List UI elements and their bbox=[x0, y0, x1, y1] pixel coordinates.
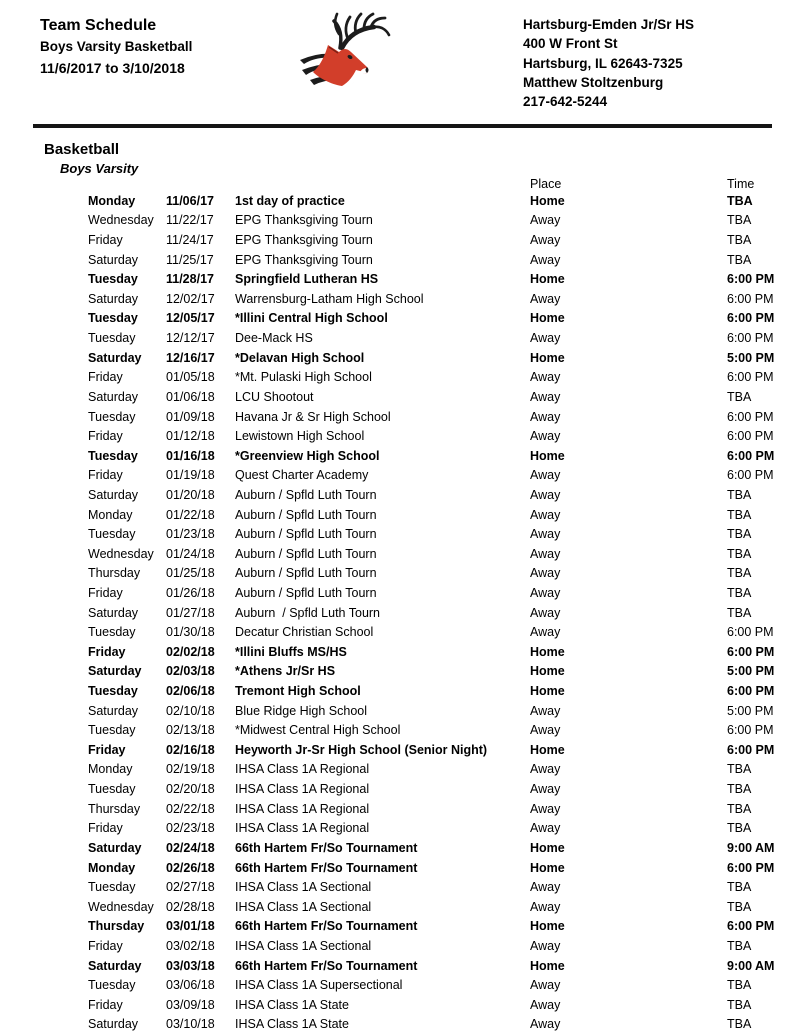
event-cell: Lewistown High School bbox=[235, 429, 365, 444]
time-cell: TBA bbox=[727, 389, 752, 404]
date-cell: 02/10/18 bbox=[166, 703, 215, 718]
time-cell: 6:00 PM bbox=[727, 860, 775, 875]
time-cell: 6:00 PM bbox=[727, 742, 775, 757]
event-cell: *Delavan High School bbox=[235, 350, 365, 365]
time-cell: TBA bbox=[727, 546, 752, 561]
time-cell: TBA bbox=[727, 938, 752, 953]
place-cell: Home bbox=[530, 742, 565, 757]
team-heading: Boys Varsity bbox=[60, 161, 139, 176]
event-cell: Auburn / Spfld Luth Tourn bbox=[235, 546, 377, 561]
day-cell: Saturday bbox=[88, 703, 139, 718]
schedule-row bbox=[88, 564, 800, 584]
place-cell: Away bbox=[530, 389, 561, 404]
day-cell: Thursday bbox=[88, 801, 141, 816]
schedule-row bbox=[88, 995, 800, 1015]
event-cell: Auburn / Spfld Luth Tourn bbox=[235, 585, 377, 600]
date-cell: 02/19/18 bbox=[166, 762, 215, 777]
place-cell: Away bbox=[530, 821, 561, 836]
event-cell: Tremont High School bbox=[235, 684, 361, 699]
time-cell: TBA bbox=[727, 801, 752, 816]
time-cell: TBA bbox=[727, 899, 752, 914]
day-cell: Friday bbox=[88, 821, 123, 836]
date-cell: 01/27/18 bbox=[166, 605, 215, 620]
day-cell: Saturday bbox=[88, 252, 139, 267]
place-cell: Home bbox=[530, 350, 565, 365]
event-cell: IHSA Class 1A Regional bbox=[235, 821, 370, 836]
schedule-row bbox=[88, 897, 800, 917]
event-cell: *Illini Bluffs MS/HS bbox=[235, 644, 347, 659]
date-cell: 02/24/18 bbox=[166, 840, 215, 855]
schedule-row bbox=[88, 701, 800, 721]
time-cell: TBA bbox=[727, 252, 752, 267]
event-cell: 1st day of practice bbox=[235, 193, 345, 208]
school-city: Hartsburg, IL 62643-7325 bbox=[523, 55, 683, 71]
date-cell: 03/03/18 bbox=[166, 958, 215, 973]
date-cell: 02/22/18 bbox=[166, 801, 215, 816]
event-cell: Blue Ridge High School bbox=[235, 703, 368, 718]
place-cell: Away bbox=[530, 978, 561, 993]
date-cell: 02/16/18 bbox=[166, 742, 215, 757]
place-cell: Away bbox=[530, 782, 561, 797]
time-cell: 5:00 PM bbox=[727, 664, 775, 679]
day-cell: Saturday bbox=[88, 487, 139, 502]
event-cell: Havana Jr & Sr High School bbox=[235, 409, 391, 424]
event-cell: Springfield Lutheran HS bbox=[235, 272, 379, 287]
day-cell: Saturday bbox=[88, 350, 142, 365]
date-cell: 02/28/18 bbox=[166, 899, 215, 914]
time-cell: 6:00 PM bbox=[727, 684, 775, 699]
place-cell: Away bbox=[530, 585, 561, 600]
day-cell: Friday bbox=[88, 742, 126, 757]
place-cell: Away bbox=[530, 487, 561, 502]
day-cell: Tuesday bbox=[88, 723, 136, 738]
time-cell: 6:00 PM bbox=[727, 468, 774, 483]
place-cell: Home bbox=[530, 860, 565, 875]
place-cell: Home bbox=[530, 272, 565, 287]
title-block bbox=[40, 15, 192, 78]
schedule-row bbox=[88, 328, 800, 348]
time-cell: TBA bbox=[727, 585, 752, 600]
date-cell: 01/05/18 bbox=[166, 370, 215, 385]
time-cell: TBA bbox=[727, 1017, 752, 1032]
place-cell: Home bbox=[530, 311, 565, 326]
schedule-row bbox=[88, 917, 800, 937]
day-cell: Friday bbox=[88, 938, 123, 953]
time-cell: 6:00 PM bbox=[727, 311, 775, 326]
event-cell: 66th Hartem Fr/So Tournament bbox=[235, 958, 418, 973]
date-cell: 01/06/18 bbox=[166, 389, 215, 404]
schedule-row bbox=[88, 603, 800, 623]
event-cell: Heyworth Jr-Sr High School (Senior Night) bbox=[235, 742, 488, 757]
place-cell: Away bbox=[530, 291, 561, 306]
place-cell: Away bbox=[530, 566, 561, 581]
date-cell: 03/06/18 bbox=[166, 978, 215, 993]
place-cell: Away bbox=[530, 938, 561, 953]
team-subtitle: Boys Varsity Basketball bbox=[40, 39, 193, 54]
schedule-row bbox=[88, 1015, 800, 1035]
event-cell: *Illini Central High School bbox=[235, 311, 388, 326]
place-cell: Home bbox=[530, 840, 565, 855]
day-cell: Tuesday bbox=[88, 409, 136, 424]
schedule-row bbox=[88, 622, 800, 642]
schedule-rows bbox=[88, 191, 800, 1034]
schedule-row bbox=[88, 230, 800, 250]
day-cell: Monday bbox=[88, 193, 136, 208]
schedule-row bbox=[88, 426, 800, 446]
place-cell: Away bbox=[530, 801, 561, 816]
event-cell: EPG Thanksgiving Tourn bbox=[235, 233, 373, 248]
day-cell: Wednesday bbox=[88, 546, 154, 561]
schedule-row bbox=[88, 544, 800, 564]
event-cell: *Mt. Pulaski High School bbox=[235, 370, 372, 385]
place-cell: Away bbox=[530, 899, 561, 914]
event-cell: *Athens Jr/Sr HS bbox=[235, 664, 336, 679]
place-cell: Away bbox=[530, 605, 561, 620]
time-cell: TBA bbox=[727, 821, 752, 836]
day-cell: Wednesday bbox=[88, 899, 154, 914]
place-cell: Home bbox=[530, 684, 565, 699]
schedule-row bbox=[88, 211, 800, 231]
day-cell: Friday bbox=[88, 585, 123, 600]
time-cell: TBA bbox=[727, 487, 752, 502]
event-cell: IHSA Class 1A State bbox=[235, 997, 349, 1012]
place-cell: Home bbox=[530, 919, 565, 934]
date-cell: 01/24/18 bbox=[166, 546, 215, 561]
day-cell: Saturday bbox=[88, 1017, 139, 1032]
event-cell: Quest Charter Academy bbox=[235, 468, 369, 483]
day-cell: Tuesday bbox=[88, 978, 136, 993]
time-cell: TBA bbox=[727, 782, 752, 797]
day-cell: Tuesday bbox=[88, 331, 136, 346]
time-cell: TBA bbox=[727, 566, 752, 581]
schedule-row bbox=[88, 740, 800, 760]
schedule-row bbox=[88, 662, 800, 682]
day-cell: Saturday bbox=[88, 840, 142, 855]
schedule-row bbox=[88, 387, 800, 407]
event-cell: Dee-Mack HS bbox=[235, 331, 313, 346]
day-cell: Friday bbox=[88, 468, 123, 483]
event-cell: Auburn / Spfld Luth Tourn bbox=[235, 566, 377, 581]
event-cell: IHSA Class 1A Regional bbox=[235, 782, 370, 797]
date-cell: 01/22/18 bbox=[166, 507, 215, 522]
event-cell: IHSA Class 1A Regional bbox=[235, 762, 370, 777]
time-cell: 6:00 PM bbox=[727, 331, 774, 346]
event-cell: Warrensburg-Latham High School bbox=[235, 291, 424, 306]
day-cell: Tuesday bbox=[88, 684, 138, 699]
place-cell: Away bbox=[530, 527, 561, 542]
phone-number: 217-642-5244 bbox=[523, 94, 608, 110]
day-cell: Tuesday bbox=[88, 625, 136, 640]
day-cell: Saturday bbox=[88, 664, 142, 679]
event-cell: Auburn / Spfld Luth Tourn bbox=[235, 507, 377, 522]
time-cell: 5:00 PM bbox=[727, 703, 774, 718]
place-column-header: Place bbox=[530, 177, 562, 191]
day-cell: Friday bbox=[88, 997, 123, 1012]
day-cell: Tuesday bbox=[88, 880, 136, 895]
place-cell: Away bbox=[530, 429, 561, 444]
header-divider bbox=[33, 124, 772, 128]
event-cell: 66th Hartem Fr/So Tournament bbox=[235, 840, 418, 855]
time-cell: TBA bbox=[727, 880, 752, 895]
day-cell: Friday bbox=[88, 370, 123, 385]
date-cell: 01/16/18 bbox=[166, 448, 215, 463]
date-cell: 01/30/18 bbox=[166, 625, 215, 640]
schedule-row bbox=[88, 975, 800, 995]
day-cell: Wednesday bbox=[88, 213, 154, 228]
event-cell: EPG Thanksgiving Tourn bbox=[235, 213, 373, 228]
place-cell: Away bbox=[530, 880, 561, 895]
event-cell: IHSA Class 1A Sectional bbox=[235, 880, 372, 895]
date-cell: 11/22/17 bbox=[166, 213, 214, 228]
day-cell: Thursday bbox=[88, 919, 145, 934]
time-cell: 6:00 PM bbox=[727, 272, 775, 287]
date-cell: 02/26/18 bbox=[166, 860, 215, 875]
day-cell: Thursday bbox=[88, 566, 141, 581]
place-cell: Away bbox=[530, 252, 561, 267]
place-cell: Away bbox=[530, 409, 561, 424]
date-cell: 11/06/17 bbox=[166, 193, 214, 208]
place-cell: Away bbox=[530, 703, 561, 718]
stag-icon bbox=[298, 8, 398, 96]
school-address: 400 W Front St bbox=[523, 36, 618, 52]
schedule-row bbox=[88, 505, 800, 525]
date-cell: 01/23/18 bbox=[166, 527, 215, 542]
event-cell: IHSA Class 1A Regional bbox=[235, 801, 370, 816]
time-cell: TBA bbox=[727, 213, 752, 228]
column-headers bbox=[88, 176, 800, 191]
schedule-row bbox=[88, 289, 800, 309]
day-cell: Tuesday bbox=[88, 527, 136, 542]
day-cell: Tuesday bbox=[88, 448, 138, 463]
date-cell: 01/12/18 bbox=[166, 429, 215, 444]
place-cell: Home bbox=[530, 644, 565, 659]
day-cell: Friday bbox=[88, 429, 123, 444]
schedule-row bbox=[88, 269, 800, 289]
date-cell: 12/05/17 bbox=[166, 311, 215, 326]
event-cell: IHSA Class 1A Sectional bbox=[235, 938, 372, 953]
date-cell: 11/28/17 bbox=[166, 272, 214, 287]
day-cell: Monday bbox=[88, 762, 133, 777]
schedule-row bbox=[88, 446, 800, 466]
place-cell: Away bbox=[530, 997, 561, 1012]
time-cell: 9:00 AM bbox=[727, 958, 775, 973]
place-cell: Home bbox=[530, 958, 565, 973]
day-cell: Monday bbox=[88, 860, 136, 875]
stag-mascot-logo bbox=[298, 8, 398, 96]
date-cell: 02/13/18 bbox=[166, 723, 215, 738]
time-cell: 6:00 PM bbox=[727, 291, 774, 306]
event-cell: Auburn / Spfld Luth Tourn bbox=[235, 527, 377, 542]
day-cell: Tuesday bbox=[88, 272, 138, 287]
schedule-row bbox=[88, 681, 800, 701]
schedule-row bbox=[88, 779, 800, 799]
place-cell: Home bbox=[530, 448, 565, 463]
contact-block bbox=[523, 15, 694, 111]
schedule-row bbox=[88, 485, 800, 505]
date-cell: 03/09/18 bbox=[166, 997, 215, 1012]
place-cell: Away bbox=[530, 723, 561, 738]
time-cell: TBA bbox=[727, 233, 752, 248]
date-cell: 03/01/18 bbox=[166, 919, 215, 934]
schedule-row bbox=[88, 583, 800, 603]
time-cell: 6:00 PM bbox=[727, 723, 774, 738]
day-cell: Monday bbox=[88, 507, 133, 522]
season-date-range: 11/6/2017 to 3/10/2018 bbox=[40, 60, 185, 76]
schedule-row bbox=[88, 838, 800, 858]
place-cell: Away bbox=[530, 546, 561, 561]
place-cell: Away bbox=[530, 507, 561, 522]
time-column-header: Time bbox=[727, 177, 755, 191]
time-cell: 6:00 PM bbox=[727, 625, 774, 640]
event-cell: Decatur Christian School bbox=[235, 625, 374, 640]
place-cell: Away bbox=[530, 468, 561, 483]
place-cell: Home bbox=[530, 664, 565, 679]
date-cell: 03/10/18 bbox=[166, 1017, 215, 1032]
place-cell: Away bbox=[530, 625, 561, 640]
place-cell: Away bbox=[530, 331, 561, 346]
event-cell: Auburn / Spfld Luth Tourn bbox=[235, 605, 381, 620]
event-cell: 66th Hartem Fr/So Tournament bbox=[235, 860, 418, 875]
schedule-table bbox=[88, 176, 800, 1034]
place-cell: Away bbox=[530, 762, 561, 777]
time-cell: 6:00 PM bbox=[727, 919, 775, 934]
time-cell: TBA bbox=[727, 605, 752, 620]
date-cell: 02/03/18 bbox=[166, 664, 215, 679]
event-cell: *Greenview High School bbox=[235, 448, 380, 463]
place-cell: Away bbox=[530, 1017, 561, 1032]
schedule-row bbox=[88, 367, 800, 387]
time-cell: 9:00 AM bbox=[727, 840, 775, 855]
schedule-row bbox=[88, 936, 800, 956]
event-cell: IHSA Class 1A Sectional bbox=[235, 899, 372, 914]
time-cell: TBA bbox=[727, 507, 752, 522]
schedule-row bbox=[88, 191, 800, 211]
time-cell: 6:00 PM bbox=[727, 644, 775, 659]
date-cell: 02/06/18 bbox=[166, 684, 215, 699]
schedule-row bbox=[88, 250, 800, 270]
time-cell: TBA bbox=[727, 978, 752, 993]
schedule-row bbox=[88, 466, 800, 486]
schedule-row bbox=[88, 642, 800, 662]
date-cell: 01/26/18 bbox=[166, 585, 215, 600]
event-cell: *Midwest Central High School bbox=[235, 723, 401, 738]
sport-heading: Basketball bbox=[44, 141, 120, 158]
date-cell: 12/02/17 bbox=[166, 291, 215, 306]
event-cell: 66th Hartem Fr/So Tournament bbox=[235, 919, 418, 934]
date-cell: 11/25/17 bbox=[166, 252, 214, 267]
schedule-row bbox=[88, 799, 800, 819]
schedule-row bbox=[88, 348, 800, 368]
day-cell: Friday bbox=[88, 644, 126, 659]
time-cell: TBA bbox=[727, 997, 752, 1012]
event-cell: Auburn / Spfld Luth Tourn bbox=[235, 487, 377, 502]
time-cell: TBA bbox=[727, 527, 752, 542]
date-cell: 02/27/18 bbox=[166, 880, 215, 895]
event-cell: IHSA Class 1A State bbox=[235, 1017, 349, 1032]
event-cell: EPG Thanksgiving Tourn bbox=[235, 252, 373, 267]
time-cell: 6:00 PM bbox=[727, 429, 774, 444]
schedule-row bbox=[88, 819, 800, 839]
schedule-row bbox=[88, 858, 800, 878]
date-cell: 02/02/18 bbox=[166, 644, 215, 659]
event-cell: IHSA Class 1A Supersectional bbox=[235, 978, 403, 993]
time-cell: 6:00 PM bbox=[727, 370, 774, 385]
date-cell: 01/20/18 bbox=[166, 487, 215, 502]
schedule-row bbox=[88, 309, 800, 329]
place-cell: Away bbox=[530, 370, 561, 385]
schedule-row bbox=[88, 720, 800, 740]
time-cell: 6:00 PM bbox=[727, 448, 775, 463]
event-cell: LCU Shootout bbox=[235, 389, 314, 404]
day-cell: Tuesday bbox=[88, 311, 138, 326]
date-cell: 02/20/18 bbox=[166, 782, 215, 797]
date-cell: 02/23/18 bbox=[166, 821, 215, 836]
date-cell: 01/19/18 bbox=[166, 468, 215, 483]
school-name: Hartsburg-Emden Jr/Sr HS bbox=[523, 17, 695, 32]
time-cell: 6:00 PM bbox=[727, 409, 774, 424]
date-cell: 01/25/18 bbox=[166, 566, 215, 581]
date-cell: 03/02/18 bbox=[166, 938, 215, 953]
coach-name: Matthew Stoltzenburg bbox=[523, 74, 664, 90]
date-cell: 11/24/17 bbox=[166, 233, 214, 248]
time-cell: 5:00 PM bbox=[727, 350, 775, 365]
schedule-row bbox=[88, 877, 800, 897]
place-cell: Away bbox=[530, 233, 561, 248]
day-cell: Saturday bbox=[88, 389, 139, 404]
place-cell: Home bbox=[530, 193, 565, 208]
team-schedule-title: Team Schedule bbox=[40, 17, 157, 34]
time-cell: TBA bbox=[727, 193, 753, 208]
place-cell: Away bbox=[530, 213, 561, 228]
date-cell: 01/09/18 bbox=[166, 409, 215, 424]
time-cell: TBA bbox=[727, 762, 752, 777]
schedule-row bbox=[88, 760, 800, 780]
schedule-row bbox=[88, 524, 800, 544]
day-cell: Saturday bbox=[88, 958, 142, 973]
day-cell: Saturday bbox=[88, 291, 139, 306]
date-cell: 12/16/17 bbox=[166, 350, 215, 365]
day-cell: Tuesday bbox=[88, 782, 136, 797]
date-cell: 12/12/17 bbox=[166, 331, 215, 346]
schedule-row bbox=[88, 407, 800, 427]
schedule-row bbox=[88, 956, 800, 976]
day-cell: Saturday bbox=[88, 605, 139, 620]
day-cell: Friday bbox=[88, 233, 123, 248]
